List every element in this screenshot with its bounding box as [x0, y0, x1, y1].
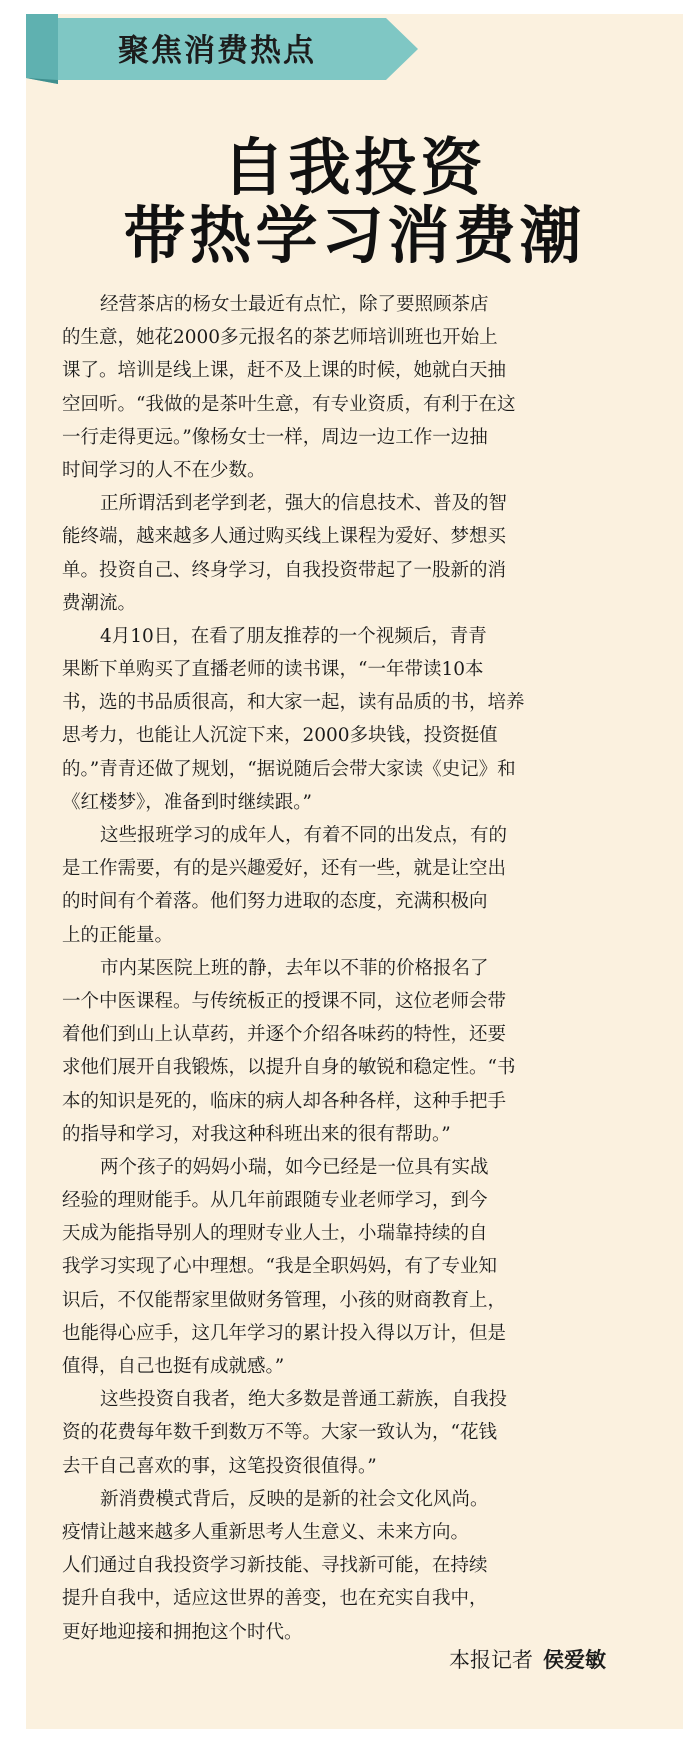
body-line: 经验的理财能手。从几年前跟随专业老师学习，到今 — [62, 1190, 488, 1212]
body-line: 能终端，越来越多人通过购买线上课程为爱好、梦想买 — [62, 526, 507, 548]
body-line: 疫情让越来越多人重新思考人生意义、未来方向。 — [62, 1521, 470, 1543]
body-line: 费潮流。 — [62, 592, 137, 614]
body-line: 经营茶店的杨女士最近有点忙，除了要照顾茶店 — [100, 294, 489, 315]
body-line: 更好地迎接和拥抱这个时代。 — [62, 1621, 303, 1643]
body-line: 课了。培训是线上课，赶不及上课的时候，她就白天抽 — [62, 360, 507, 382]
body-line: 着他们到山上认草药，并逐个介绍各味药的特性，还要 — [62, 1024, 507, 1046]
body-line: 两个孩子的妈妈小瑞，如今已经是一位具有实战 — [100, 1156, 489, 1178]
body-line: 是工作需要，有的是兴趣爱好，还有一些，就是让空出 — [62, 858, 507, 880]
body-line: 4月10日，在看了朋友推荐的一个视频后，青青 — [100, 625, 487, 647]
body-line: 上的正能量。 — [62, 924, 174, 946]
body-line: 的指导和学习，对我这种科班出来的很有帮助。” — [62, 1123, 451, 1145]
byline-prefix: 本报记者 — [449, 1648, 533, 1672]
body-line: 这些投资自我者，绝大多数是普通工薪族，自我投 — [100, 1389, 508, 1411]
body-line: 一行走得更远。”像杨女士一样，周边一边工作一边抽 — [62, 426, 488, 448]
body-line: 这些报班学习的成年人，有着不同的出发点，有的 — [100, 825, 508, 846]
body-line: 资的花费每年数千到数万不等。大家一致认为，“花钱 — [62, 1422, 497, 1444]
body-line: 《红楼梦》，准备到时继续跟。” — [62, 791, 312, 813]
body-line: 正所谓活到老学到老，强大的信息技术、普及的智 — [100, 493, 508, 515]
byline-author: 侯爱敏 — [543, 1648, 606, 1672]
body-line: 也能得心应手，这几年学习的累计投入得以万计，但是 — [62, 1322, 507, 1344]
section-banner — [26, 14, 421, 84]
body-line: 求他们展开自我锻炼，以提升自身的敏锐和稳定性。“书 — [62, 1057, 516, 1079]
headline-line-1: 自我投资 — [222, 131, 487, 204]
body-line: 人们通过自我投资学习新技能、寻找新可能，在持续 — [62, 1555, 488, 1577]
body-line: 市内某医院上班的静，去年以不菲的价格报名了 — [100, 957, 489, 979]
body-line: 一个中医课程。与传统板正的授课不同，这位老师会带 — [62, 990, 507, 1012]
body-line: 的。”青青还做了规划，“据说随后会带大家读《史记》和 — [62, 758, 516, 780]
body-line: 我学习实现了心中理想。“我是全职妈妈，有了专业知 — [62, 1256, 497, 1278]
body-line: 果断下单购买了直播老师的读书课，“一年带读10本 — [62, 659, 484, 681]
body-line: 新消费模式背后，反映的是新的社会文化风尚。 — [100, 1488, 489, 1510]
byline — [449, 1644, 606, 1674]
article-body — [62, 288, 642, 1649]
body-line: 单。投资自己、终身学习，自我投资带起了一股新的消 — [62, 559, 507, 581]
body-line: 去干自己喜欢的事，这笔投资很值得。” — [62, 1455, 377, 1477]
body-line: 思考力，也能让人沉淀下来，2000多块钱，投资挺值 — [62, 725, 498, 747]
headline-line-2: 带热学习消费潮 — [123, 199, 586, 272]
body-line: 识后，不仅能帮家里做财务管理，小孩的财商教育上， — [62, 1289, 507, 1311]
section-label: 聚焦消费热点 — [118, 33, 316, 69]
body-line: 的时间有个着落。他们努力进取的态度，充满积极向 — [62, 891, 488, 913]
body-line: 值得，自己也挺有成就感。” — [62, 1356, 285, 1377]
body-line: 空回听。“我做的是茶叶生意，有专业资质，有利于在这 — [62, 393, 516, 415]
body-line: 天成为能指导别人的理财专业人士，小瑞靠持续的自 — [62, 1223, 488, 1245]
body-line: 本的知识是死的，临床的病人却各种各样，这种手把手 — [62, 1090, 507, 1112]
body-line: 书，选的书品质很高，和大家一起，读有品质的书，培养 — [62, 692, 525, 714]
body-line: 时间学习的人不在少数。 — [62, 459, 266, 481]
body-line: 提升自我中，适应这世界的善变，也在充实自我中， — [62, 1588, 488, 1610]
body-line: 的生意，她花2000多元报名的茶艺师培训班也开始上 — [62, 327, 498, 349]
